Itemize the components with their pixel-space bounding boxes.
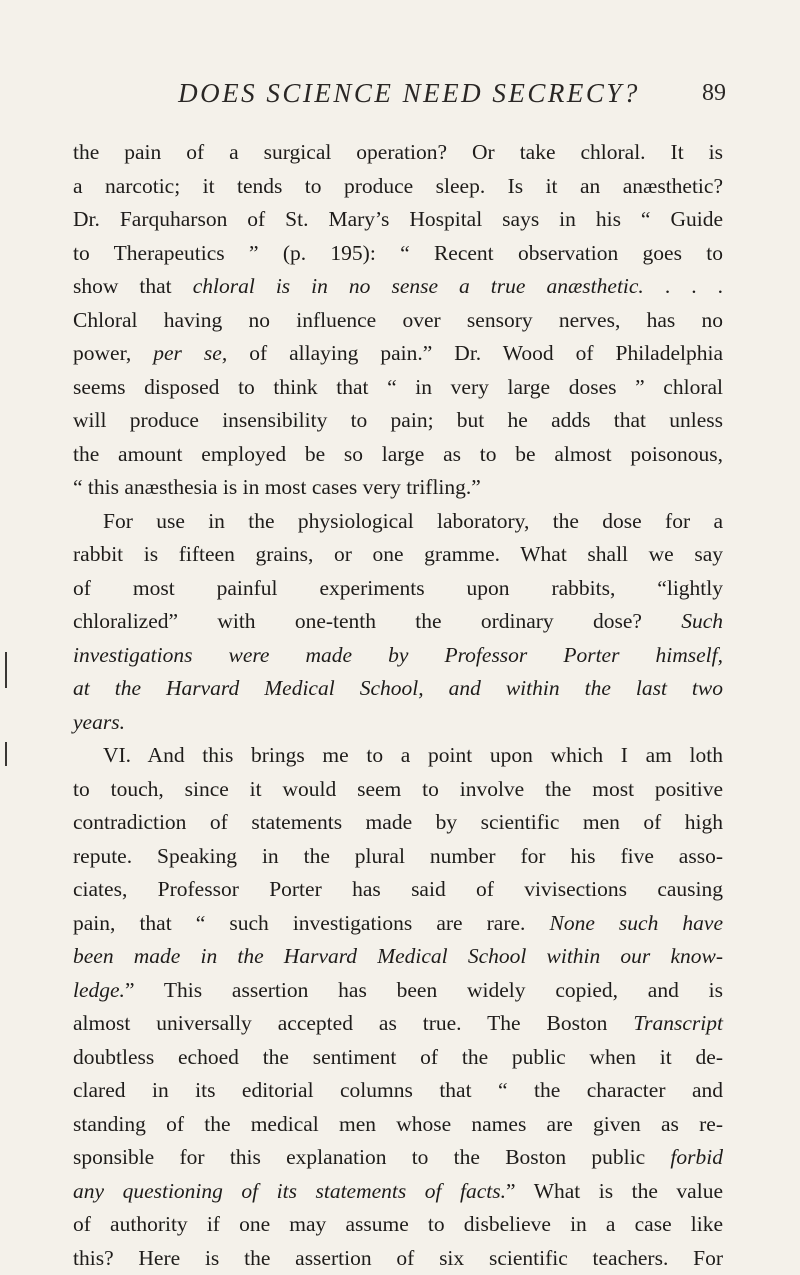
page-header (74, 78, 734, 118)
text-line (73, 337, 723, 371)
text-line (73, 706, 723, 740)
line-text: ” This assertion has been widely copied, and is (125, 978, 723, 1002)
italic-text: Such (681, 609, 723, 633)
text-line (73, 940, 723, 974)
text-line (73, 1208, 723, 1242)
line-text: rabbit is fifteen grains, or one gramme. What shall we say (73, 542, 723, 566)
text-line (73, 136, 723, 170)
text-line (73, 404, 723, 438)
line-text: ciates, Professor Porter has said of vivisections causing (73, 877, 723, 901)
italic-text: been made in the Harvard Medical School within our know- (73, 944, 723, 968)
line-text: show that (73, 274, 193, 298)
line-text: of authority if one may assume to disbelieve in a case like (73, 1212, 723, 1236)
text-line (73, 1007, 723, 1041)
italic-text: Transcript (633, 1011, 723, 1035)
text-line (73, 438, 723, 472)
line-text: For use in the physiological laboratory, the dose for a (103, 509, 723, 533)
text-line (73, 538, 723, 572)
text-line (73, 572, 723, 606)
italic-text: forbid (670, 1145, 723, 1169)
line-text: to touch, since it would seem to involve the most positive (73, 777, 723, 801)
line-text: . . . (644, 274, 723, 298)
text-line (73, 505, 723, 539)
text-line (73, 1108, 723, 1142)
text-line (73, 1074, 723, 1108)
text-line (73, 1175, 723, 1209)
page-number: 89 (702, 80, 726, 107)
text-line (73, 203, 723, 237)
line-text: will produce insensibility to pain; but he adds that unless (73, 408, 723, 432)
italic-text: any questioning of its statements of facts. (73, 1179, 506, 1203)
text-line (73, 672, 723, 706)
line-text: VI. And this brings me to a point upon which I am loth (103, 743, 723, 767)
line-text: to Therapeutics ” (p. 195): “ Recent observation goes to (73, 241, 723, 265)
text-line (73, 739, 723, 773)
italic-text: at the Harvard Medical School, and within the last two (73, 676, 723, 700)
line-text: contradiction of statements made by scientific men of high (73, 810, 723, 834)
line-text: Dr. Farquharson of St. Mary’s Hospital says in his “ Guide (73, 207, 723, 231)
text-line (73, 270, 723, 304)
line-text: clared in its editorial columns that “ the character and (73, 1078, 723, 1102)
text-line (73, 237, 723, 271)
text-line (73, 371, 723, 405)
italic-text: None such have (549, 911, 723, 935)
line-text: almost universally accepted as true. The Boston (73, 1011, 633, 1035)
body-text (73, 136, 723, 1275)
line-text: doubtless echoed the sentiment of the public when it de- (73, 1045, 723, 1069)
italic-text: chloral is in no sense a true anæsthetic. (193, 274, 644, 298)
italic-text: investigations were made by Professor Porter himself, (73, 643, 723, 667)
text-line (73, 471, 723, 505)
text-line (73, 639, 723, 673)
italic-text: ledge. (73, 978, 125, 1002)
text-line (73, 773, 723, 807)
text-line (73, 605, 723, 639)
italic-text: per se, (153, 341, 227, 365)
line-text: chloralized” with one-tenth the ordinary dose? (73, 609, 681, 633)
text-line (73, 907, 723, 941)
running-head: DOES SCIENCE NEED SECRECY? (174, 78, 644, 109)
text-line (73, 1141, 723, 1175)
italic-text: years. (73, 710, 125, 734)
text-line (73, 1242, 723, 1275)
text-line (73, 304, 723, 338)
line-text: ” What is the value (506, 1179, 723, 1203)
line-text: sponsible for this explanation to the Boston public (73, 1145, 670, 1169)
line-text: the pain of a surgical operation? Or take chloral. It is (73, 140, 723, 164)
line-text: the amount employed be so large as to be almost poisonous, (73, 442, 723, 466)
text-line (73, 806, 723, 840)
margin-mark (5, 652, 7, 688)
line-text: this? Here is the assertion of six scientific teachers. For (73, 1246, 723, 1270)
line-text: power, (73, 341, 153, 365)
text-line (73, 1041, 723, 1075)
line-text: of most painful experiments upon rabbits, “lightly (73, 576, 723, 600)
line-text: Chloral having no influence over sensory nerves, has no (73, 308, 723, 332)
line-text: repute. Speaking in the plural number for his five asso- (73, 844, 723, 868)
line-text: seems disposed to think that “ in very large doses ” chloral (73, 375, 723, 399)
text-line (73, 974, 723, 1008)
line-text: of allaying pain.” Dr. Wood of Philadelphia (227, 341, 723, 365)
text-line (73, 170, 723, 204)
line-text: “ this anæsthesia is in most cases very trifling.” (73, 475, 481, 499)
line-text: a narcotic; it tends to produce sleep. Is it an anæsthetic? (73, 174, 723, 198)
line-text: standing of the medical men whose names are given as re- (73, 1112, 723, 1136)
text-line (73, 840, 723, 874)
margin-mark (5, 742, 7, 766)
text-line (73, 873, 723, 907)
line-text: pain, that “ such investigations are rare. (73, 911, 549, 935)
